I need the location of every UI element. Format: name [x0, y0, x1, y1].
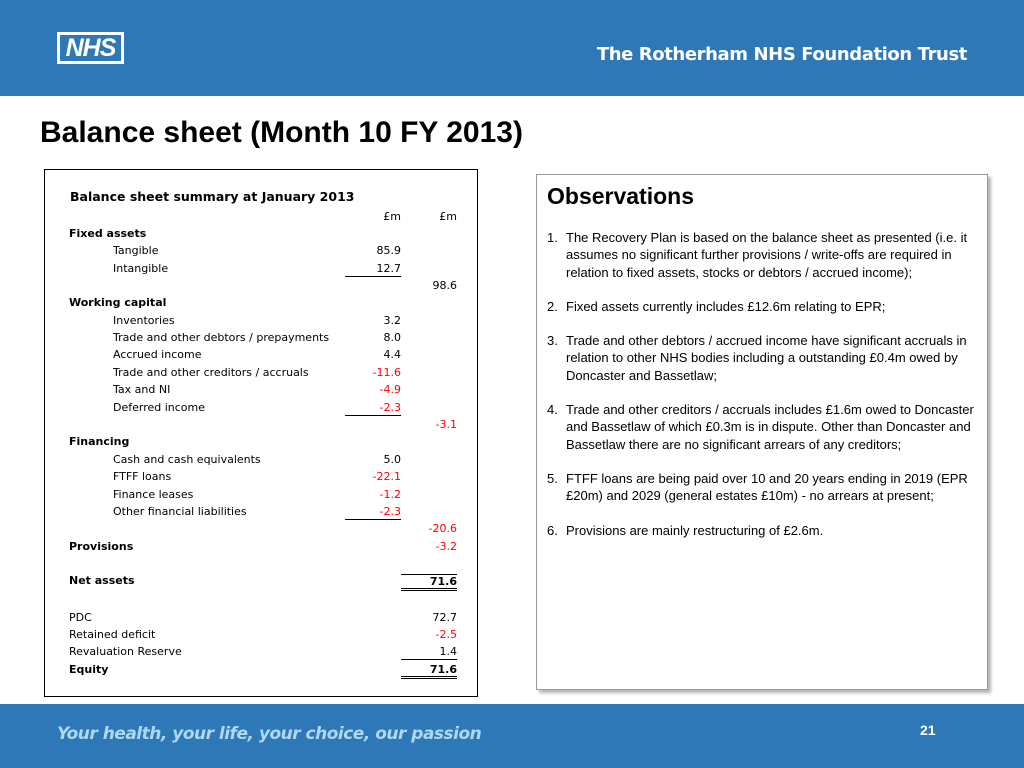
- list-item: [547, 470, 977, 505]
- row-label: Revaluation Reserve: [69, 645, 182, 658]
- row-label: Retained deficit: [69, 628, 156, 641]
- row-label: Provisions: [69, 540, 134, 553]
- row-label: Deferred income: [113, 401, 206, 414]
- item-number: 6.: [547, 522, 558, 538]
- slide-title: Balance sheet (Month 10 FY 2013): [40, 116, 523, 149]
- row-value: 72.7: [432, 611, 457, 624]
- footer-bar: [0, 704, 1024, 768]
- item-text: FTFF loans are being paid over 10 and 20 years ending in 2019 (EPR £20m) and 2029 (general estates £10m) - no arrears at present;: [566, 470, 968, 504]
- item-number: 1.: [547, 230, 558, 245]
- row-value: 85.9: [376, 244, 401, 257]
- row-value: -11.6: [372, 366, 401, 379]
- subtotal-row: [45, 278, 479, 295]
- row-label: Fixed assets: [69, 227, 147, 240]
- row-value: -4.9: [379, 383, 401, 396]
- list-item: [547, 298, 977, 315]
- item-number: 2.: [547, 298, 558, 314]
- row-value: 71.6: [401, 663, 457, 679]
- list-item: [547, 229, 977, 281]
- section-header-working-capital: [45, 295, 479, 312]
- net-assets-row: [45, 573, 479, 590]
- balance-sheet-table: [44, 169, 478, 697]
- observations-list: [547, 229, 977, 556]
- table-row: [45, 313, 479, 330]
- row-label: Tax and NI: [113, 383, 171, 396]
- table-row: [45, 330, 479, 347]
- row-label: Other financial liabilities: [113, 505, 247, 518]
- table-row: [45, 487, 479, 504]
- equity-row: [45, 662, 479, 679]
- provisions-row: [45, 539, 479, 556]
- trust-name: The Rotherham NHS Foundation Trust: [596, 44, 967, 65]
- row-value: 5.0: [383, 453, 401, 466]
- row-label: Finance leases: [113, 488, 194, 501]
- section-header-fixed-assets: [45, 226, 479, 243]
- table-row: [45, 644, 479, 661]
- row-value: 3.2: [383, 314, 401, 327]
- row-label: Inventories: [113, 314, 175, 327]
- list-item: [547, 332, 977, 384]
- item-number: 3.: [547, 333, 558, 349]
- col1-header: £m: [383, 210, 401, 223]
- item-text: Fixed assets currently includes £12.6m relating to EPR;: [566, 298, 886, 314]
- row-label: Accrued income: [113, 348, 202, 361]
- row-label: Trade and other creditors / accruals: [113, 366, 309, 379]
- row-label: Working capital: [69, 296, 167, 309]
- subtotal-value: 98.6: [432, 279, 457, 292]
- row-label: PDC: [69, 611, 92, 624]
- section-header-financing: [45, 434, 479, 451]
- row-value: 8.0: [383, 331, 401, 344]
- nhs-logo-text: NHS: [60, 35, 121, 61]
- row-value: 71.6: [401, 574, 457, 591]
- item-text: The Recovery Plan is based on the balance sheet as presented (i.e. it assumes no significant further provisions / write-offs are required in relation to fixed assets, stocks or debtors / accrued income);: [566, 230, 968, 280]
- tagline: Your health, your life, your choice, our passion: [57, 724, 482, 744]
- column-header-row: [45, 209, 479, 226]
- subtotal-row: [45, 417, 479, 434]
- table-row: [45, 627, 479, 644]
- table-row: [45, 469, 479, 486]
- row-value: -22.1: [372, 470, 401, 483]
- row-label: Cash and cash equivalents: [113, 453, 261, 466]
- table-row: [45, 261, 479, 278]
- row-value: -2.5: [435, 628, 457, 641]
- row-label: Equity: [69, 663, 109, 676]
- header-bar: [0, 0, 1024, 96]
- table-title: Balance sheet summary at January 2013: [70, 189, 355, 204]
- row-value: -3.2: [435, 540, 457, 553]
- table-row: [45, 365, 479, 382]
- table-row: [45, 382, 479, 399]
- row-value: -2.3: [345, 401, 401, 416]
- observations-panel: [536, 174, 988, 690]
- table-row: [45, 347, 479, 364]
- subtotal-value: -3.1: [435, 418, 457, 431]
- row-value: 4.4: [383, 348, 401, 361]
- table-row: [45, 400, 479, 417]
- observations-title: Observations: [547, 183, 694, 209]
- list-item: [547, 401, 977, 453]
- item-text: Trade and other debtors / accrued income have significant accruals in relation to other NHS bodies including a outstanding £0.4m owed by Doncaster and Bassetlaw;: [566, 333, 967, 383]
- item-number: 5.: [547, 470, 558, 486]
- nhs-logo: [57, 32, 124, 64]
- table-row: [45, 504, 479, 521]
- item-text: Provisions are mainly restructuring of £2.6m.: [566, 522, 824, 538]
- row-label: Financing: [69, 435, 130, 448]
- table-row: [45, 452, 479, 469]
- col2-header: £m: [439, 210, 457, 223]
- row-label: Tangible: [113, 244, 159, 257]
- item-text: Trade and other creditors / accruals includes £1.6m owed to Doncaster and Bassetlaw of which £0.3m is in dispute. Other than Doncaster and Bassetlaw there are no significant arrears of any creditors;: [566, 402, 974, 452]
- row-label: Trade and other debtors / prepayments: [113, 331, 330, 344]
- row-label: Intangible: [113, 262, 169, 275]
- item-number: 4.: [547, 402, 558, 418]
- row-value: 12.7: [345, 262, 401, 277]
- subtotal-row: [45, 521, 479, 538]
- row-value: -1.2: [379, 488, 401, 501]
- row-label: Net assets: [69, 574, 135, 587]
- row-value: 1.4: [401, 645, 457, 660]
- row-label: FTFF loans: [113, 470, 172, 483]
- page-number: 21: [920, 722, 936, 738]
- subtotal-value: -20.6: [428, 522, 457, 535]
- table-row: [45, 610, 479, 627]
- row-value: -2.3: [345, 505, 401, 520]
- list-item: [547, 522, 977, 539]
- table-row: [45, 243, 479, 260]
